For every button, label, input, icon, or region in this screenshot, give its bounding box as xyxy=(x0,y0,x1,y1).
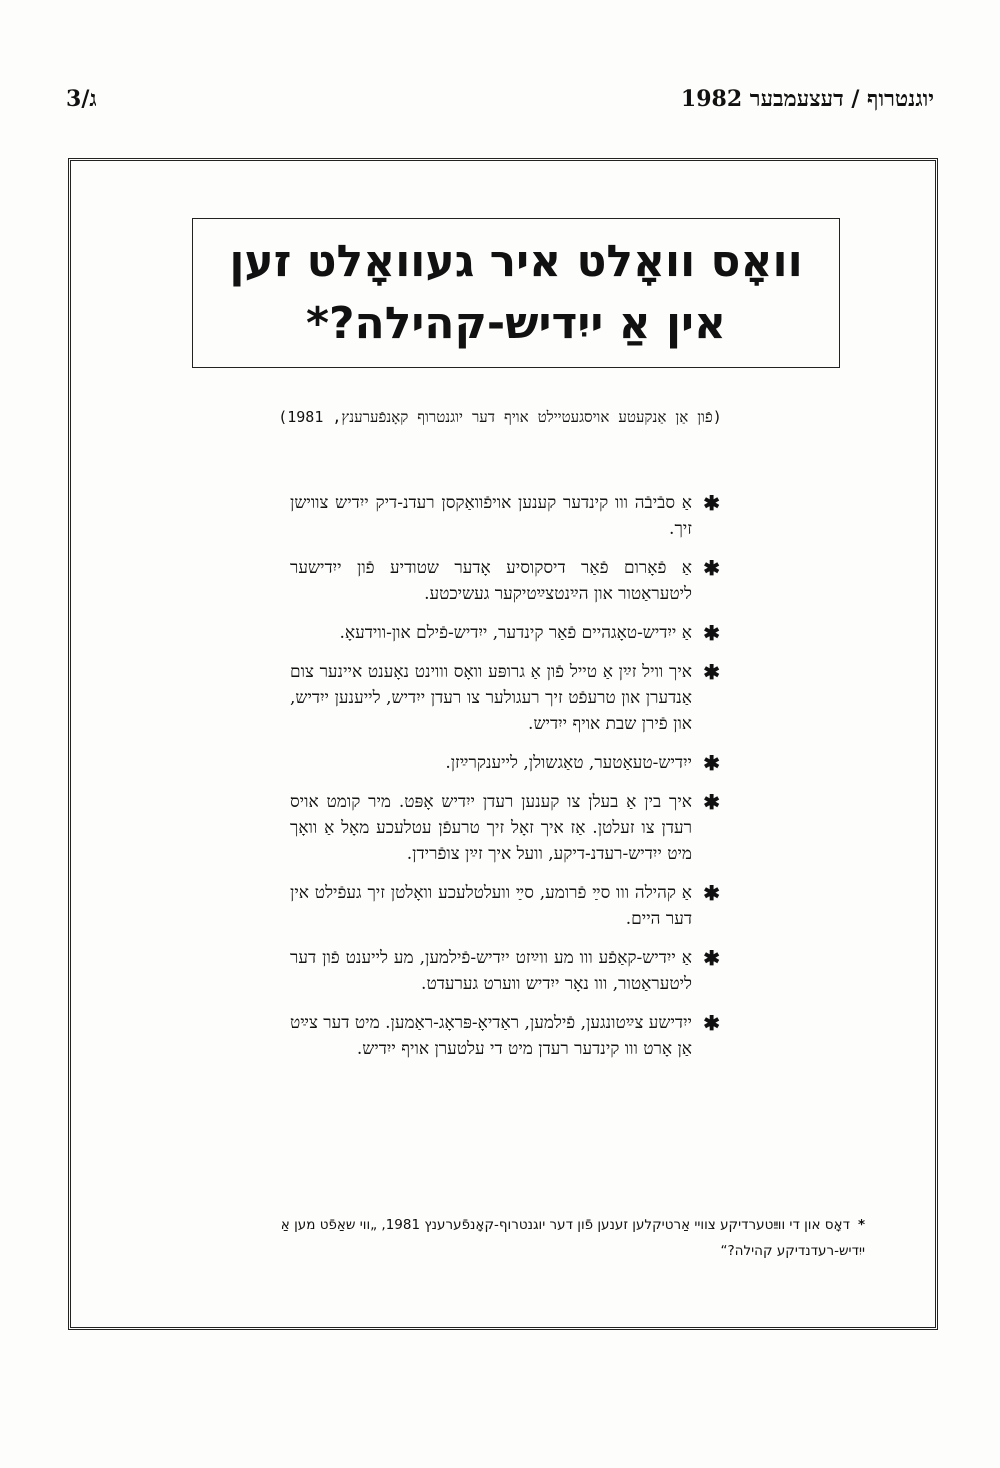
list-item xyxy=(290,659,720,737)
headline-line-1: וואָס וואָלט איר געוואָלט זען xyxy=(229,236,803,287)
list-item xyxy=(290,750,720,776)
list-item-text: איך וויל זײַן אַ טייל פֿון אַ גרופּע וואָס וווינט נאָענט איינער צום אַנדערן און טרעפֿט זיך רעגולער צו רעדן ייִדיש, לייענען ייִדיש, און פֿירן שבת אויף ייִדיש. xyxy=(290,662,692,734)
footnote-text: דאָס און די ווײַטערדיקע צוויי אַרטיקלען זענען פֿון דער יוגנטרוף-קאָנפֿערענץ 1981, „ווי שאַפֿט מען אַ ייִדיש-רעדנדיקע קהילה?“ xyxy=(280,1217,865,1259)
asterisk-bullet-icon: ✱ xyxy=(703,621,720,645)
page-number: ג/3 xyxy=(66,86,97,112)
survey-source-note: (פֿון אַן אַנקעטע אויסגעטיילט אויף דער יוגנטרוף קאָנפֿערענץ, 1981) xyxy=(278,408,722,426)
footnote xyxy=(190,1212,865,1264)
list-item xyxy=(290,490,720,542)
list-item-text: אַ ייִדיש-קאַפֿע ווו מע ווײַזט ייִדיש-פֿילמען, מע לייענט פֿון דער ליטעראַטור, ווו נאָר ייִדיש ווערט גערעדט. xyxy=(290,948,692,994)
headline-line-2: אין אַ ייִדיש-קהילה?* xyxy=(305,298,727,349)
journal-issue-line: יוגנטרוף / דעצעמבער 1982 xyxy=(680,86,934,112)
asterisk-bullet-icon: ✱ xyxy=(703,790,720,814)
list-item-text: אַ ייִדיש-טאָגהיים פֿאַר קינדער, ייִדיש-פֿילם און-ווידעאָ. xyxy=(339,623,692,643)
list-item-text: ייִדיש-טעאַטער, טאַגשולן, לייענקרײַזן. xyxy=(445,753,692,773)
list-item xyxy=(290,880,720,932)
list-item-text: אַ קהילה ווו סײַ פֿרומע, סײַ וועלטלעכע וואָלטן זיך געפֿילט אין דער היים. xyxy=(290,883,692,929)
list-item xyxy=(290,620,720,646)
list-item-text: ייִדישע צײַטונגען, פֿילמען, ראַדיאָ-פּראָג-ראַמען. מיט דער צײַט אַן אָרט ווו קינדער רעדן מיט די עלטערן אויף ייִדיש. xyxy=(290,1013,692,1059)
response-list xyxy=(290,490,720,1075)
list-item xyxy=(290,945,720,997)
list-item xyxy=(290,1010,720,1062)
list-item xyxy=(290,555,720,607)
asterisk-bullet-icon: ✱ xyxy=(703,660,720,684)
asterisk-bullet-icon: ✱ xyxy=(703,751,720,775)
asterisk-bullet-icon: ✱ xyxy=(703,946,720,970)
running-head xyxy=(66,86,934,122)
list-item-text: איך בין אַ בעלן צו קענען רעדן ייִדיש אָפּט. מיר קומט אויס רעדן צו זעלטן. אַז איך זאָל זיך טרעפֿן עטלעכע מאָל אַ וואָך מיט ייִדיש-רעדנ-דיקע, וועל איך זײַן צופֿרידן. xyxy=(290,792,692,864)
headline-box xyxy=(192,218,840,368)
asterisk-bullet-icon: ✱ xyxy=(703,491,720,515)
list-item-text: אַ פֿאָרום פֿאַר דיסקוסיע אָדער שטודיע פֿון ייִדישער ליטעראַטור און הײַנטצײַטיקער געשיכטע. xyxy=(290,558,692,604)
footnote-marker: * xyxy=(857,1217,865,1233)
list-item xyxy=(290,789,720,867)
asterisk-bullet-icon: ✱ xyxy=(703,1011,720,1035)
list-item-text: אַ סבֿיבֿה ווו קינדער קענען אויפֿוואַקסן רעדנ-דיק ייִדיש צווישן זיך. xyxy=(290,493,692,539)
asterisk-bullet-icon: ✱ xyxy=(703,881,720,905)
asterisk-bullet-icon: ✱ xyxy=(703,556,720,580)
